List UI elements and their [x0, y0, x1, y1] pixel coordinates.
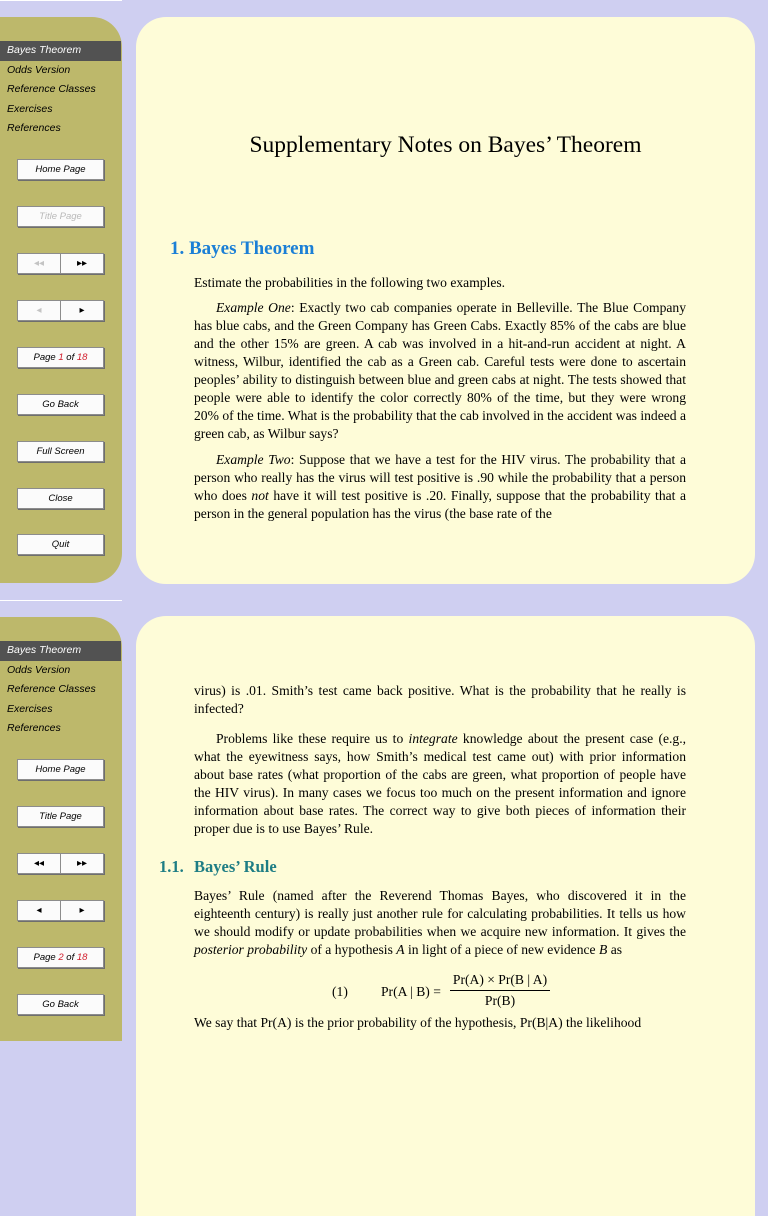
- subsection-number: 1.1.: [159, 857, 184, 876]
- sidebar-menu: [0, 641, 122, 739]
- menu-item-reference-classes[interactable]: Reference Classes: [7, 683, 96, 695]
- current-page-number: 2: [58, 952, 64, 963]
- go-back-button[interactable]: Go Back: [17, 394, 104, 415]
- example-two-text-a: : Suppose that we have a test for the HIV virus. The probability that a person who really has the virus will test positive is .90 while the probability that a person who does: [194, 452, 686, 503]
- top-rule: [0, 0, 122, 1]
- page-word: Page: [33, 352, 56, 363]
- example-one-paragraph: [194, 299, 686, 443]
- menu-item-exercises[interactable]: Exercises: [7, 702, 53, 715]
- of-word: of: [66, 352, 75, 363]
- posterior-probability: posterior probability: [194, 942, 308, 957]
- equation-numerator: Pr(A) × Pr(B | A): [450, 972, 550, 991]
- page-indicator-button[interactable]: [17, 347, 104, 368]
- para2-text-b: knowledge about the present case (e.g., what the eyewitness says, how Smith’s medical test came out) with prior information about base rates (what proportion of the cabs are green, what proportion of people have the HIV virus). In many cases we focus too much on the present information and ignore information about base rates. The correct way to give both pieces of information their proper due is to use Bayes’ Rule.: [194, 731, 687, 836]
- para2-text-a: Problems like these require us to: [216, 731, 409, 746]
- first-page-icon[interactable]: ◂◂: [17, 853, 61, 874]
- equation-denominator: Pr(B): [484, 993, 516, 1008]
- menu-item-exercises[interactable]: Exercises: [7, 102, 53, 115]
- menu-item-odds-version[interactable]: Odds Version: [7, 63, 71, 76]
- sidebar: [0, 17, 122, 583]
- home-page-button[interactable]: Home Page: [17, 159, 104, 180]
- prev-next-nav: [17, 900, 104, 921]
- equation-fraction: [450, 972, 550, 1009]
- title-page-button[interactable]: Title Page: [17, 206, 104, 227]
- evidence-b: B: [598, 942, 608, 957]
- hypothesis-a: A: [396, 942, 405, 957]
- page-separator-rule: [0, 600, 122, 601]
- section-heading: [170, 238, 314, 260]
- total-page-number: 18: [76, 952, 88, 963]
- para3-text-a: Bayes’ Rule (named after the Reverend Thomas Bayes, who discovered it in the eighteenth century) is really just another rule for calculating probabilities. It tells us how we should modify or update probabilities when we acquire new information. It gives the: [194, 888, 686, 939]
- section-number: 1.: [170, 238, 185, 259]
- next-page-icon[interactable]: ▸: [60, 300, 104, 321]
- example-one-label: Example One: [216, 300, 291, 315]
- bayes-rule-paragraph: [194, 887, 686, 959]
- para3-text-c: in light of a piece of new evidence: [404, 942, 599, 957]
- close-button[interactable]: Close: [17, 488, 104, 509]
- go-back-button[interactable]: Go Back: [17, 994, 104, 1015]
- last-page-icon[interactable]: ▸▸: [60, 853, 104, 874]
- menu-item-odds-version[interactable]: Odds Version: [7, 663, 71, 676]
- example-two-label: Example Two: [216, 452, 291, 467]
- title-page-button[interactable]: Title Page: [17, 806, 104, 827]
- of-word: of: [66, 952, 75, 963]
- sidebar-menu: [0, 41, 122, 139]
- subsection-heading: [159, 857, 277, 877]
- para3-text-b: of a hypothesis: [307, 942, 397, 957]
- example-two-paragraph: [194, 451, 686, 523]
- base-rate-paragraph: [194, 730, 686, 838]
- first-last-nav: [17, 253, 104, 274]
- home-page-button[interactable]: Home Page: [17, 759, 104, 780]
- section-title: Bayes Theorem: [189, 238, 315, 259]
- document-title: Supplementary Notes on Bayes’ Theorem: [249, 132, 642, 158]
- menu-item-references[interactable]: References: [7, 122, 61, 134]
- last-page-icon[interactable]: ▸▸: [60, 253, 104, 274]
- equation-lhs: Pr(A | B) =: [381, 984, 441, 999]
- prev-page-icon[interactable]: ◂: [17, 900, 61, 921]
- page-2: [0, 600, 768, 1200]
- full-screen-button[interactable]: Full Screen: [17, 441, 104, 462]
- total-page-number: 18: [76, 352, 88, 363]
- para3-text-d: as: [607, 942, 623, 957]
- first-page-icon[interactable]: ◂◂: [17, 253, 61, 274]
- page-indicator-button[interactable]: [17, 947, 104, 968]
- prev-page-icon[interactable]: ◂: [17, 300, 61, 321]
- example-one-text: : Exactly two cab companies operate in Belleville. The Blue Company has blue cabs, and the Green Company has Green Cabs. Exactly 85% of the cabs are blue and the other 15% are green. A cab was involved in a hit-and-run accident at night. A witness, Wilbur, identified the cab as a Green cab. Careful tests were done to ascertain peoples’ ability to distinguish between blue and green cabs at night. The tests showed that people were able to identify the color correctly 80% of the time, but they were wrong 20% of the time. What is the probability that the cab involved in the accident was indeed a green cab, as Wilbur says?: [194, 300, 686, 441]
- example-two-not: not: [251, 488, 269, 503]
- current-page-number: 1: [58, 352, 64, 363]
- trailing-line: We say that Pr(A) is the prior probability of the hypothesis, Pr(B|A) the likelihood: [194, 1015, 642, 1030]
- menu-item-references[interactable]: References: [7, 722, 61, 734]
- page-content: [136, 616, 755, 1216]
- para2-integrate: integrate: [408, 731, 458, 746]
- page-word: Page: [33, 952, 56, 963]
- page-1: [0, 0, 768, 600]
- subsection-title: Bayes’ Rule: [194, 857, 277, 876]
- sidebar: [0, 617, 122, 1041]
- first-last-nav: [17, 853, 104, 874]
- quit-button[interactable]: Quit: [17, 534, 104, 555]
- example-two-text-b: have it will test positive is .20. Finally, suppose that the probability that a person in the general population has the virus (the base rate of the: [194, 488, 686, 521]
- intro-paragraph: Estimate the probabilities in the following two examples.: [194, 275, 506, 290]
- equation-number: (1): [332, 984, 348, 999]
- next-page-icon[interactable]: ▸: [60, 900, 104, 921]
- menu-item-bayes-theorem[interactable]: Bayes Theorem: [0, 41, 121, 61]
- menu-item-bayes-theorem[interactable]: Bayes Theorem: [0, 641, 121, 661]
- menu-item-reference-classes[interactable]: Reference Classes: [7, 83, 96, 95]
- page-content: [136, 17, 755, 584]
- prev-next-nav: [17, 300, 104, 321]
- continuation-paragraph: virus) is .01. Smith’s test came back positive. What is the probability that he really is infected?: [194, 683, 686, 716]
